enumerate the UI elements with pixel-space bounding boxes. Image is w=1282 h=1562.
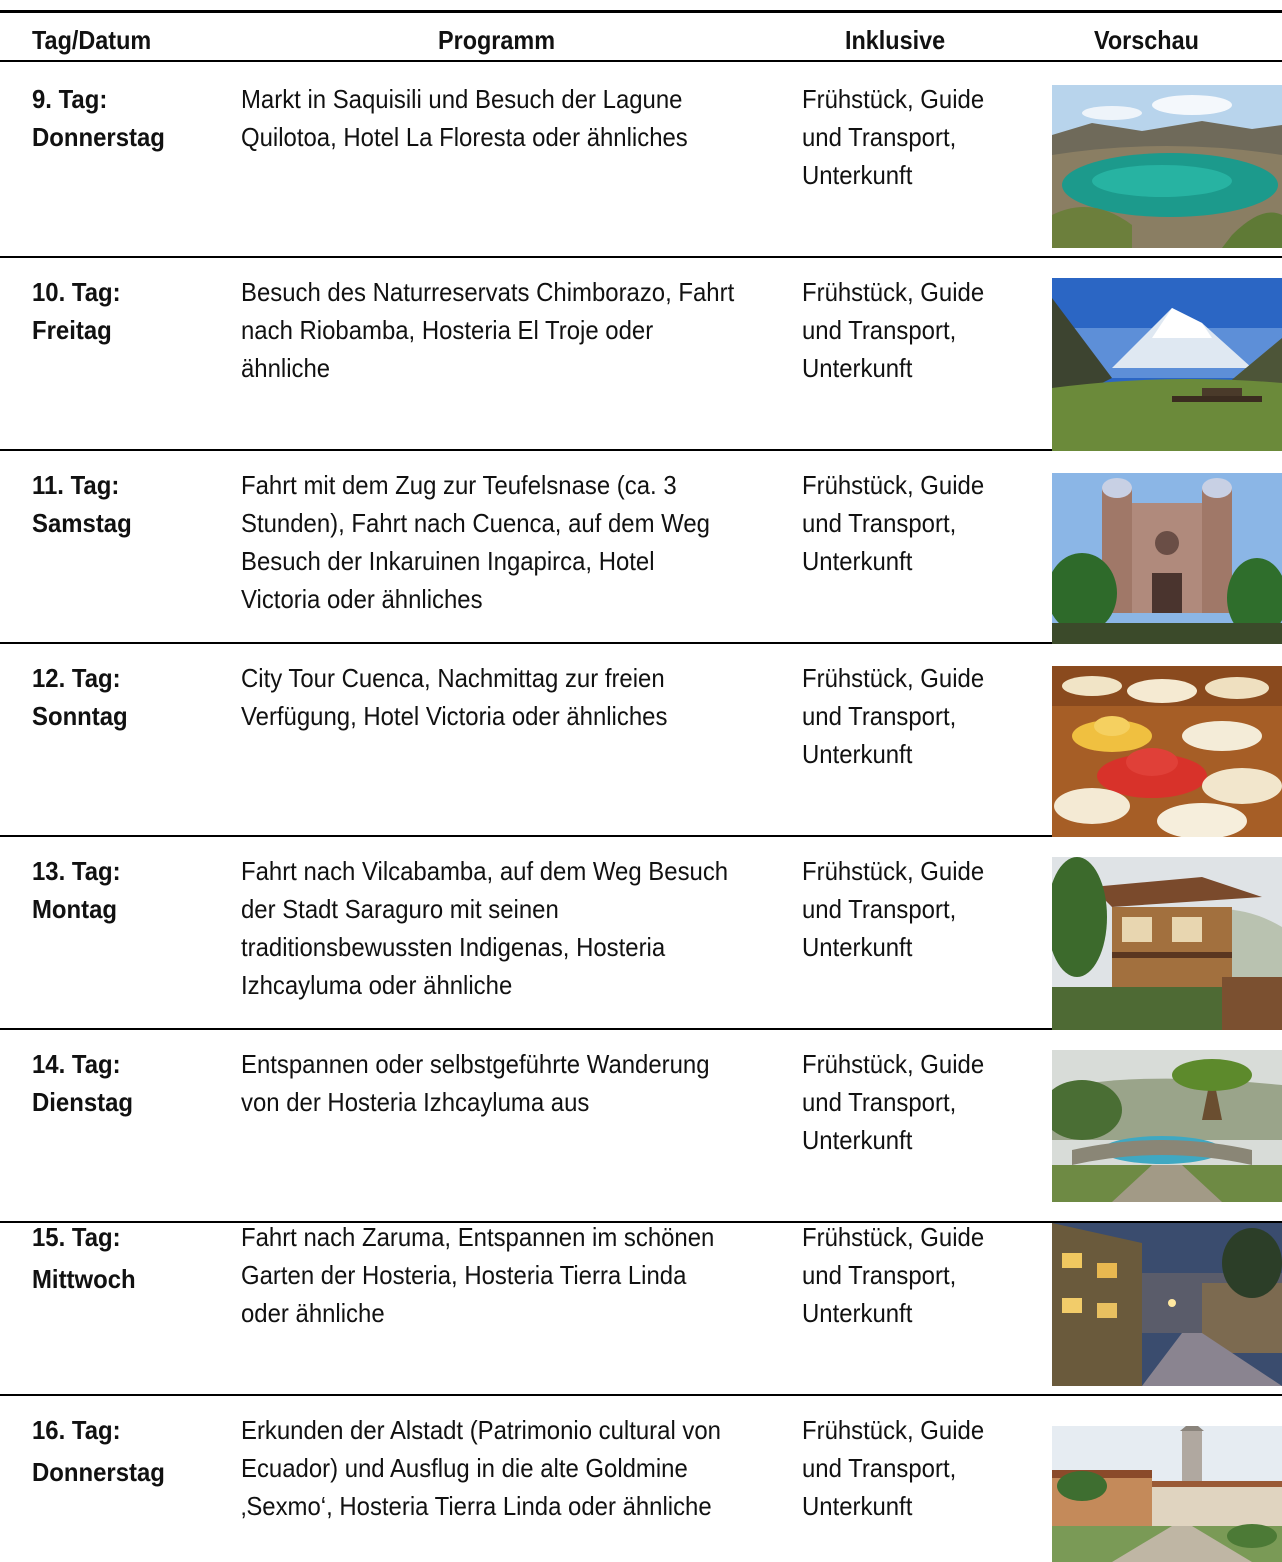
weekday: Freitag xyxy=(32,315,112,345)
weekday: Sonntag xyxy=(32,701,128,731)
weekday: Donnerstag xyxy=(32,1457,165,1487)
inclusive-cell xyxy=(802,80,1014,194)
weekday: Mittwoch xyxy=(32,1264,136,1294)
program-text: Fahrt nach Vilcabamba, auf dem Weg Besuch der Stadt Saraguro mit seinen traditionsbewussten Indigenas, Hosteria Izhcayluma oder ähnliche xyxy=(241,856,729,1000)
inclusive-cell xyxy=(802,273,1014,387)
inclusive-line: und Transport, xyxy=(802,701,957,731)
program-text: Erkunden der Alstadt (Patrimonio cultural von Ecuador) und Ausflug in die alte Goldmine ‚Sexmo‘, Hosteria Tierra Linda oder ähnliche xyxy=(241,1415,721,1521)
inclusive-line: und Transport, xyxy=(802,1087,957,1117)
day-number: 13. Tag: xyxy=(32,856,121,886)
day-cell xyxy=(32,466,132,542)
cathedral-photo-icon xyxy=(1052,473,1282,644)
inclusive-line: Unterkunft xyxy=(802,739,913,769)
town-street-night-photo-icon xyxy=(1052,1223,1282,1386)
day-number: 14. Tag: xyxy=(32,1049,121,1079)
header-program: Programm xyxy=(438,25,556,55)
inclusive-line: Frühstück, Guide xyxy=(802,663,985,693)
table-row xyxy=(0,1396,1282,1562)
day-number: 12. Tag: xyxy=(32,663,121,693)
day-cell xyxy=(32,659,128,735)
inclusive-line: Frühstück, Guide xyxy=(802,277,985,307)
header-day: Tag/Datum xyxy=(32,25,152,55)
day-number: 10. Tag: xyxy=(32,277,121,307)
table-header xyxy=(0,10,1282,62)
inclusive-line: Unterkunft xyxy=(802,353,913,383)
table-row xyxy=(0,258,1282,451)
table-row xyxy=(0,837,1282,1030)
inclusive-line: Unterkunft xyxy=(802,546,913,576)
inclusive-cell xyxy=(802,466,1014,580)
inclusive-cell xyxy=(802,659,1014,773)
inclusive-line: und Transport, xyxy=(802,122,957,152)
panama-hats-photo-icon xyxy=(1052,666,1282,837)
old-town-plaza-photo-icon xyxy=(1052,1426,1282,1562)
inclusive-cell xyxy=(802,1218,1014,1332)
lodge-photo-icon xyxy=(1052,857,1282,1030)
table-row xyxy=(0,1030,1282,1223)
inclusive-cell xyxy=(802,1045,1014,1159)
table-row xyxy=(0,451,1282,644)
inclusive-line: Unterkunft xyxy=(802,1491,913,1521)
program-text: Besuch des Naturreservats Chimborazo, Fahrt nach Riobamba, Hosteria El Troje oder ähnliche xyxy=(241,277,735,383)
inclusive-cell xyxy=(802,852,1014,966)
day-number: 16. Tag: xyxy=(32,1415,121,1445)
program-text: Fahrt nach Zaruma, Entspannen im schönen Garten der Hosteria, Hosteria Tierra Linda oder ähnliche xyxy=(241,1222,715,1328)
inclusive-line: Frühstück, Guide xyxy=(802,1415,985,1445)
table-row xyxy=(0,1203,1282,1396)
inclusive-line: Frühstück, Guide xyxy=(802,84,985,114)
day-number: 11. Tag: xyxy=(32,470,120,500)
inclusive-line: Unterkunft xyxy=(802,1125,913,1155)
inclusive-line: Frühstück, Guide xyxy=(802,470,985,500)
inclusive-cell xyxy=(802,1411,1014,1525)
inclusive-line: Frühstück, Guide xyxy=(802,1049,985,1079)
program-text: City Tour Cuenca, Nachmittag zur freien Verfügung, Hotel Victoria oder ähnliches xyxy=(241,663,668,731)
weekday: Donnerstag xyxy=(32,122,165,152)
snow-volcano-photo-icon xyxy=(1052,278,1282,451)
inclusive-line: Unterkunft xyxy=(802,160,913,190)
day-cell xyxy=(32,852,121,928)
inclusive-line: Unterkunft xyxy=(802,1298,913,1328)
inclusive-line: Unterkunft xyxy=(802,932,913,962)
inclusive-line: und Transport, xyxy=(802,1260,957,1290)
day-number: 15. Tag: xyxy=(32,1222,121,1252)
crater-lake-photo-icon xyxy=(1052,85,1282,248)
header-inclusive: Inklusive xyxy=(845,25,946,55)
header-preview: Vorschau xyxy=(1094,25,1199,55)
day-cell xyxy=(32,1411,165,1491)
weekday: Dienstag xyxy=(32,1087,134,1117)
program-text: Fahrt mit dem Zug zur Teufelsnase (ca. 3 Stunden), Fahrt nach Cuenca, auf dem Weg Besuch der Inkaruinen Ingapirca, Hotel Victoria oder ähnliches xyxy=(241,470,710,614)
itinerary-table xyxy=(0,10,1282,1521)
program-text: Entspannen oder selbstgeführte Wanderung von der Hosteria Izhcayluma aus xyxy=(241,1049,710,1117)
pool-garden-photo-icon xyxy=(1052,1050,1282,1202)
inclusive-line: und Transport, xyxy=(802,894,957,924)
program-text: Markt in Saquisili und Besuch der Lagune Quilotoa, Hotel La Floresta oder ähnliches xyxy=(241,84,688,152)
weekday: Samstag xyxy=(32,508,132,538)
inclusive-line: Frühstück, Guide xyxy=(802,1222,985,1252)
day-number: 9. Tag: xyxy=(32,84,108,114)
weekday: Montag xyxy=(32,894,118,924)
inclusive-line: und Transport, xyxy=(802,315,957,345)
inclusive-line: und Transport, xyxy=(802,508,957,538)
day-cell xyxy=(32,1218,136,1298)
day-cell xyxy=(32,273,121,349)
inclusive-line: Frühstück, Guide xyxy=(802,856,985,886)
table-row xyxy=(0,644,1282,837)
day-cell xyxy=(32,80,165,156)
inclusive-line: und Transport, xyxy=(802,1453,957,1483)
table-row xyxy=(0,65,1282,258)
day-cell xyxy=(32,1045,133,1121)
